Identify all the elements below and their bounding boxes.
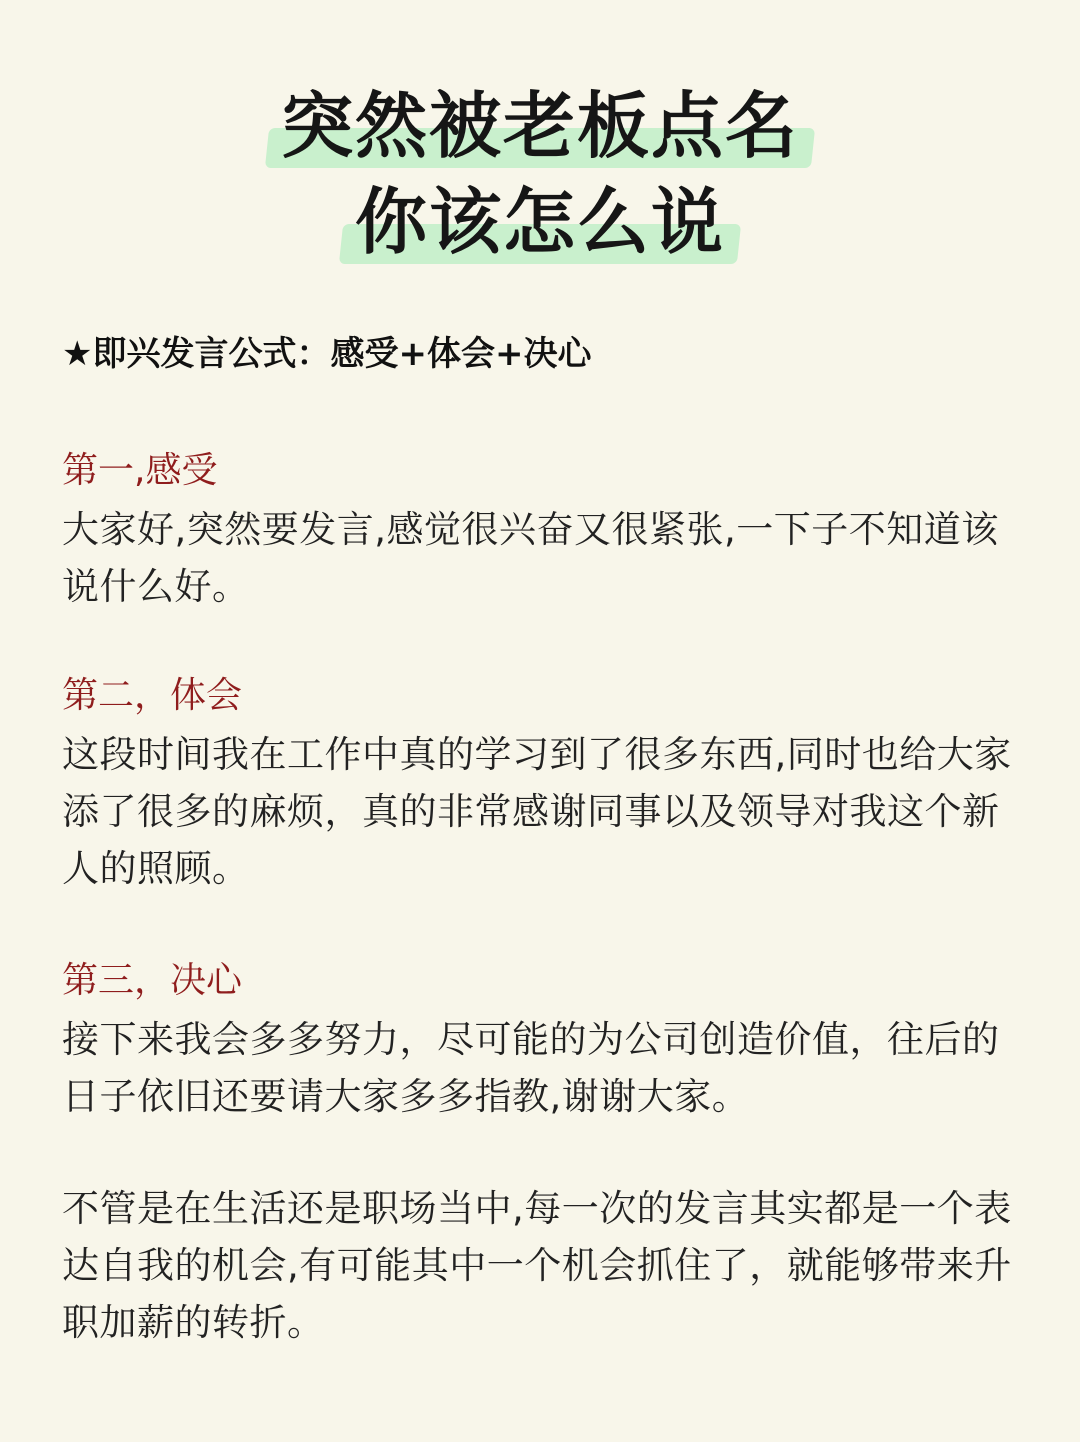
section-feeling — [62, 443, 1022, 615]
section-heading: 第三，决心 — [62, 960, 243, 1001]
closing-paragraph — [62, 1180, 1022, 1351]
section-body: 这段时间我在工作中真的学习到了很多东西,同时也给大家添了很多的麻烦，真的非常感谢同事以及领导对我这个新人的照顾。 — [62, 733, 1012, 890]
formula-heading: ★即兴发言公式：感受+体会+决心 — [62, 334, 592, 374]
section-body: 接下来我会多多努力，尽可能的为公司创造价值，往后的日子依旧还要请大家多多指教,谢谢大家。 — [62, 1018, 1000, 1118]
section-body: 大家好,突然要发言,感觉很兴奋又很紧张,一下子不知道该说什么好。 — [62, 508, 999, 608]
section-determination — [62, 953, 1022, 1125]
title-line-1: 突然被老板点名 — [267, 78, 813, 174]
title-block — [0, 78, 1080, 270]
section-experience — [62, 668, 1022, 897]
closing-text: 不管是在生活还是职场当中,每一次的发言其实都是一个表达自我的机会,有可能其中一个机会抓住了，就能够带来升职加薪的转折。 — [62, 1187, 1012, 1344]
title-line-2: 你该怎么说 — [341, 174, 739, 270]
section-heading: 第一,感受 — [62, 450, 218, 491]
section-heading: 第二，体会 — [62, 675, 243, 716]
